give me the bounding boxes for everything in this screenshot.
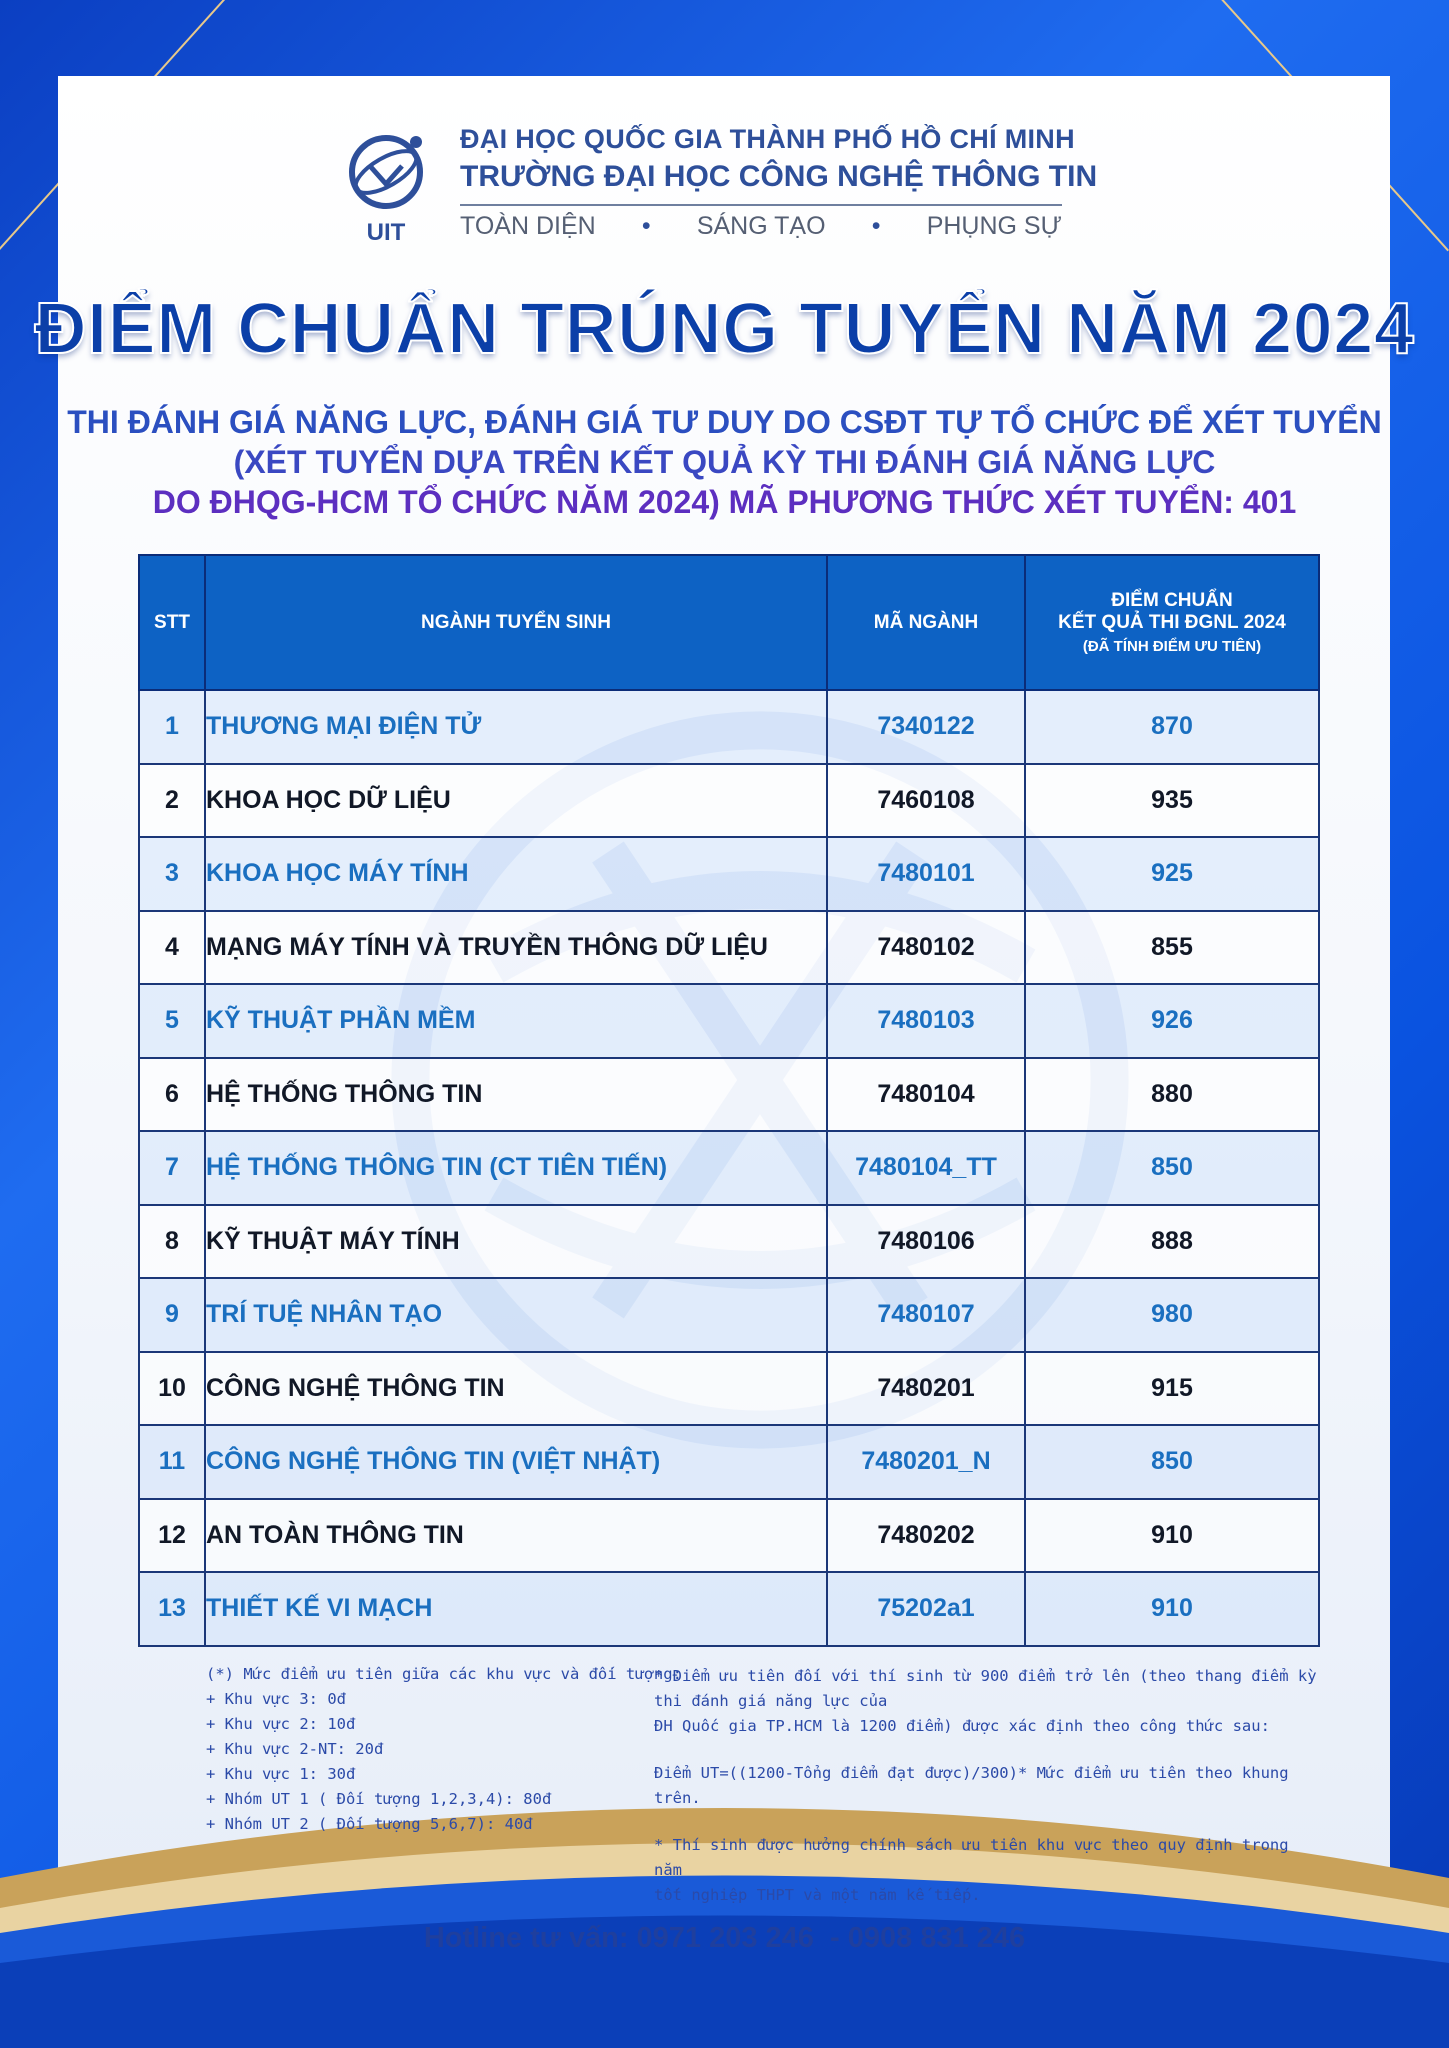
uit-logo	[340, 128, 432, 246]
note-line: (*) Mức điểm ưu tiên giữa các khu vực và đối tượng:	[206, 1665, 682, 1683]
cell-major-name: CÔNG NGHỆ THÔNG TIN (VIỆT NHẬT)	[205, 1425, 827, 1499]
score-header-line-3: (ĐÃ TÍNH ĐIỂM ƯU TIÊN)	[1082, 638, 1262, 655]
column-header-code: MÃ NGÀNH	[827, 555, 1025, 690]
university-name: ĐẠI HỌC QUỐC GIA THÀNH PHỐ HỒ CHÍ MINH	[460, 124, 1075, 154]
school-motto	[460, 212, 1062, 241]
cell-stt: 10	[139, 1352, 205, 1426]
page-title: ĐIỂM CHUẨN TRÚNG TUYỂN NĂM 2024	[34, 289, 1415, 369]
table-row	[139, 1131, 1319, 1205]
subtitle-line-1: THI ĐÁNH GIÁ NĂNG LỰC, ĐÁNH GIÁ TƯ DUY DO CSĐT TỰ TỔ CHỨC ĐỂ XÉT TUYỂN	[67, 404, 1382, 440]
priority-formula: Điểm UT=((1200-Tổng điểm đạt được)/300)* Mức điểm ưu tiên theo khung trên.	[654, 1764, 1289, 1807]
cell-major-code: 7340122	[827, 690, 1025, 764]
hotline-text: Hotline tư vấn: 0971 203 246 - 0908 831 246	[423, 1922, 1026, 1954]
priority-points-notes	[206, 1662, 682, 1837]
cell-score: 935	[1025, 764, 1319, 838]
cell-major-name: THIẾT KẾ VI MẠCH	[205, 1572, 827, 1646]
column-header-name: NGÀNH TUYỂN SINH	[205, 555, 827, 690]
note-line: + Khu vực 2-NT: 20đ	[206, 1740, 384, 1758]
note-line: ĐH Quốc gia TP.HCM là 1200 điểm) được xác định theo công thức sau:	[654, 1717, 1270, 1735]
admission-score-table	[138, 554, 1320, 1647]
cell-major-name: KỸ THUẬT MÁY TÍNH	[205, 1205, 827, 1279]
motto-separator-1: •	[641, 212, 651, 240]
cell-stt: 12	[139, 1499, 205, 1573]
cell-major-name: MẠNG MÁY TÍNH VÀ TRUYỀN THÔNG DỮ LIỆU	[205, 911, 827, 985]
cell-score: 880	[1025, 1058, 1319, 1132]
cell-major-name: KHOA HỌC MÁY TÍNH	[205, 837, 827, 911]
cell-stt: 5	[139, 984, 205, 1058]
table-row	[139, 1058, 1319, 1132]
cell-score: 980	[1025, 1278, 1319, 1352]
cell-score: 910	[1025, 1499, 1319, 1573]
cell-major-name: THƯƠNG MẠI ĐIỆN TỬ	[205, 690, 827, 764]
note-line: + Nhóm UT 1 ( Đối tượng 1,2,3,4): 80đ	[206, 1790, 552, 1808]
cell-stt: 1	[139, 690, 205, 764]
cell-major-code: 7480104	[827, 1058, 1025, 1132]
column-header-stt: STT	[139, 555, 205, 690]
cell-stt: 3	[139, 837, 205, 911]
cell-major-code: 7460108	[827, 764, 1025, 838]
cell-stt: 13	[139, 1572, 205, 1646]
cell-major-code: 7480103	[827, 984, 1025, 1058]
cell-major-code: 7480202	[827, 1499, 1025, 1573]
header-divider	[460, 204, 1062, 206]
cell-major-name: AN TOÀN THÔNG TIN	[205, 1499, 827, 1573]
cell-major-code: 7480107	[827, 1278, 1025, 1352]
table-row	[139, 764, 1319, 838]
cell-score: 915	[1025, 1352, 1319, 1426]
cell-stt: 6	[139, 1058, 205, 1132]
cell-major-code: 7480104_TT	[827, 1131, 1025, 1205]
cell-score: 910	[1025, 1572, 1319, 1646]
logo-text: UIT	[366, 219, 406, 246]
motto-word-3: PHỤNG SỰ	[926, 212, 1062, 240]
table-row	[139, 1205, 1319, 1279]
cell-stt: 4	[139, 911, 205, 985]
table-row	[139, 1278, 1319, 1352]
table-header-row	[139, 555, 1319, 690]
motto-separator-2: •	[871, 212, 881, 240]
note-line: + Nhóm UT 2 ( Đối tượng 5,6,7): 40đ	[206, 1815, 533, 1833]
cell-major-code: 75202a1	[827, 1572, 1025, 1646]
score-header-line-1: ĐIỂM CHUẨN	[1111, 590, 1233, 611]
cell-stt: 8	[139, 1205, 205, 1279]
note-line: + Khu vực 1: 30đ	[206, 1765, 356, 1783]
cell-major-name: TRÍ TUỆ NHÂN TẠO	[205, 1278, 827, 1352]
table-row	[139, 1352, 1319, 1426]
note-line: * Thí sinh được hưởng chính sách ưu tiên khu vực theo quy định trong năm	[654, 1836, 1289, 1879]
cell-major-code: 7480106	[827, 1205, 1025, 1279]
note-line: * Điểm ưu tiên đối với thí sinh từ 900 điểm trở lên (theo thang điểm kỳ thi đánh giá năng lực của	[654, 1667, 1317, 1710]
school-name: TRƯỜNG ĐẠI HỌC CÔNG NGHỆ THÔNG TIN	[460, 160, 1098, 193]
table-row	[139, 1572, 1319, 1646]
cell-major-code: 7480102	[827, 911, 1025, 985]
note-line: + Khu vực 3: 0đ	[206, 1690, 346, 1708]
cell-major-code: 7480201_N	[827, 1425, 1025, 1499]
table-row	[139, 837, 1319, 911]
cell-score: 850	[1025, 1425, 1319, 1499]
column-header-score	[1025, 555, 1319, 690]
motto-word-2: SÁNG TẠO	[696, 212, 826, 240]
table-row	[139, 1425, 1319, 1499]
cell-major-name: CÔNG NGHỆ THÔNG TIN	[205, 1352, 827, 1426]
cell-stt: 9	[139, 1278, 205, 1352]
score-header-line-2: KẾT QUẢ THI ĐGNL 2024	[1058, 612, 1286, 633]
subtitle-line-3: DO ĐHQG-HCM TỔ CHỨC NĂM 2024) MÃ PHƯƠNG THỨC XÉT TUYỂN: 401	[152, 484, 1297, 520]
cell-score: 925	[1025, 837, 1319, 911]
cell-stt: 2	[139, 764, 205, 838]
cell-score: 926	[1025, 984, 1319, 1058]
cell-score: 850	[1025, 1131, 1319, 1205]
note-line: tốt nghiệp THPT và một năm kế tiếp.	[654, 1886, 981, 1904]
priority-formula-notes	[654, 1664, 1324, 1908]
table-row	[139, 1499, 1319, 1573]
motto-word-1: TOÀN DIỆN	[460, 212, 596, 240]
cell-major-code: 7480201	[827, 1352, 1025, 1426]
table-row	[139, 911, 1319, 985]
table-row	[139, 690, 1319, 764]
table-row	[139, 984, 1319, 1058]
cell-major-name: KHOA HỌC DỮ LIỆU	[205, 764, 827, 838]
cell-stt: 7	[139, 1131, 205, 1205]
cell-major-name: HỆ THỐNG THÔNG TIN (CT TIÊN TIẾN)	[205, 1131, 827, 1205]
subtitle-line-2: (XÉT TUYỂN DỰA TRÊN KẾT QUẢ KỲ THI ĐÁNH GIÁ NĂNG LỰC	[233, 444, 1216, 480]
cell-major-name: KỸ THUẬT PHẦN MỀM	[205, 984, 827, 1058]
cell-major-name: HỆ THỐNG THÔNG TIN	[205, 1058, 827, 1132]
cell-major-code: 7480101	[827, 837, 1025, 911]
school-header	[340, 120, 1098, 250]
cell-score: 870	[1025, 690, 1319, 764]
cell-stt: 11	[139, 1425, 205, 1499]
note-line: + Khu vực 2: 10đ	[206, 1715, 356, 1733]
cell-score: 855	[1025, 911, 1319, 985]
cell-score: 888	[1025, 1205, 1319, 1279]
